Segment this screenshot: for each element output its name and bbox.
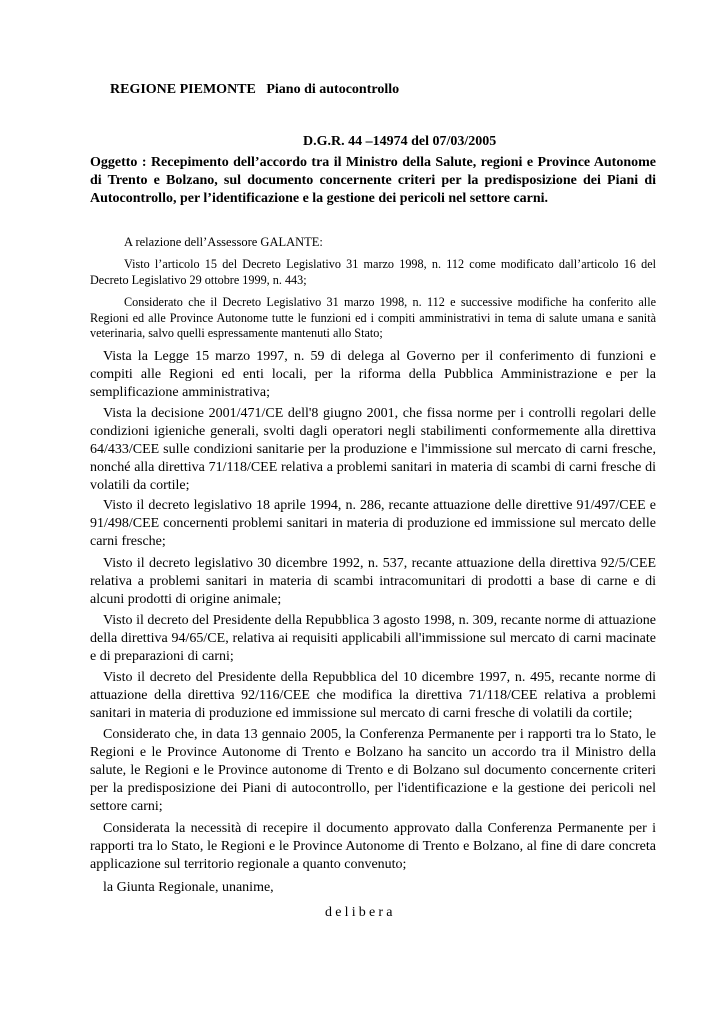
document-header: REGIONE PIEMONTE Piano di autocontrollo: [110, 82, 400, 97]
rapporteur-line: A relazione dell’Assessore GALANTE:: [124, 235, 323, 249]
giunta-line: la Giunta Regionale, unanime,: [103, 880, 274, 895]
recital-paragraph-1: Vista la Legge 15 marzo 1997, n. 59 di delega al Governo per il conferimento di funzioni e compiti alle Regioni ed enti locali, per la riforma della Pubblica Amministrazione e per la semplificazione amministrativa;: [90, 349, 656, 400]
recital-paragraph-2: Vista la decisione 2001/471/CE dell'8 giugno 2001, che fissa norme per i controlli regolari delle condizioni igieniche generali, svolti dagli operatori negli stabilimenti conformemente alla direttiva 64/433/CEE sulle condizioni sanitarie per la produzione e l'immissione sul mercato di carni fresche, nonché alla direttiva 71/118/CEE relativa a problemi sanitari in materia di scambi di carni fresche di volatili da cortile;: [90, 406, 656, 493]
recital-paragraph-7: Considerato che, in data 13 gennaio 2005, la Conferenza Permanente per i rapporti tra lo Stato, le Regioni e le Province Autonome di Trento e Bolzano ha sancito un accordo tra il Ministro della salute, le Regioni e le Province autonome di Trento e di Bolzano sul documento concernente criteri per la predisposizione dei Piani di autocontrollo, per l'identificazione e la gestione dei pericoli nel settore carni;: [90, 727, 656, 814]
recital-small-1: Visto l’articolo 15 del Decreto Legislativo 31 marzo 1998, n. 112 come modificato dall’articolo 16 del Decreto Legislativo 29 ottobre 1999, n. 443;: [90, 257, 656, 287]
recital-small-2: Considerato che il Decreto Legislativo 31 marzo 1998, n. 112 e successive modifiche ha conferito alle Regioni ed alle Province Autonome tutte le funzioni ed i compiti amministrativi in tema di salute umana e sanità veterinaria, salvo quelli espressamente mantenuti allo Stato;: [90, 295, 656, 340]
recital-paragraph-5: Visto il decreto del Presidente della Repubblica 3 agosto 1998, n. 309, recante norme di attuazione della direttiva 94/65/CE, relativa ai requisiti applicabili all'immissione sul mercato di carni macinate e di preparazioni di carni;: [90, 613, 656, 664]
recital-paragraph-6: Visto il decreto del Presidente della Repubblica del 10 dicembre 1997, n. 495, recante norme di attuazione della direttiva 92/116/CEE che modifica la direttiva 71/118/CEE relativa a problemi sanitari in materia di produzione ed immissione sul mercato di carni fresche di volatili da cortile;: [90, 670, 656, 721]
delibera-heading: delibera: [325, 905, 396, 920]
dgr-reference: D.G.R. 44 –14974 del 07/03/2005: [303, 134, 497, 149]
subject-paragraph: Oggetto : Recepimento dell’accordo tra il Ministro della Salute, regioni e Province Autonome di Trento e Bolzano, sul documento concernente criteri per la predisposizione dei Piani di Autocontrollo, per l’identificazione e la gestione dei pericoli nel settore carni.: [90, 155, 656, 206]
recital-paragraph-4: Visto il decreto legislativo 30 dicembre 1992, n. 537, recante attuazione della direttiva 92/5/CEE relativa a problemi sanitari in materia di scambi intracomunitari di prodotti a base di carne e di alcuni prodotti di origine animale;: [90, 556, 656, 607]
recital-paragraph-3: Visto il decreto legislativo 18 aprile 1994, n. 286, recante attuazione delle direttive 91/497/CEE e 91/498/CEE concernenti problemi sanitari in materia di produzione ed immissione sul mercato delle carni fresche;: [90, 498, 656, 549]
recital-paragraph-8: Considerata la necessità di recepire il documento approvato dalla Conferenza Permanente per i rapporti tra lo Stato, le Regioni e le Province Autonome di Trento e Bolzano, al fine di dare concreta applicazione sul territorio regionale a quanto convenuto;: [90, 821, 656, 872]
